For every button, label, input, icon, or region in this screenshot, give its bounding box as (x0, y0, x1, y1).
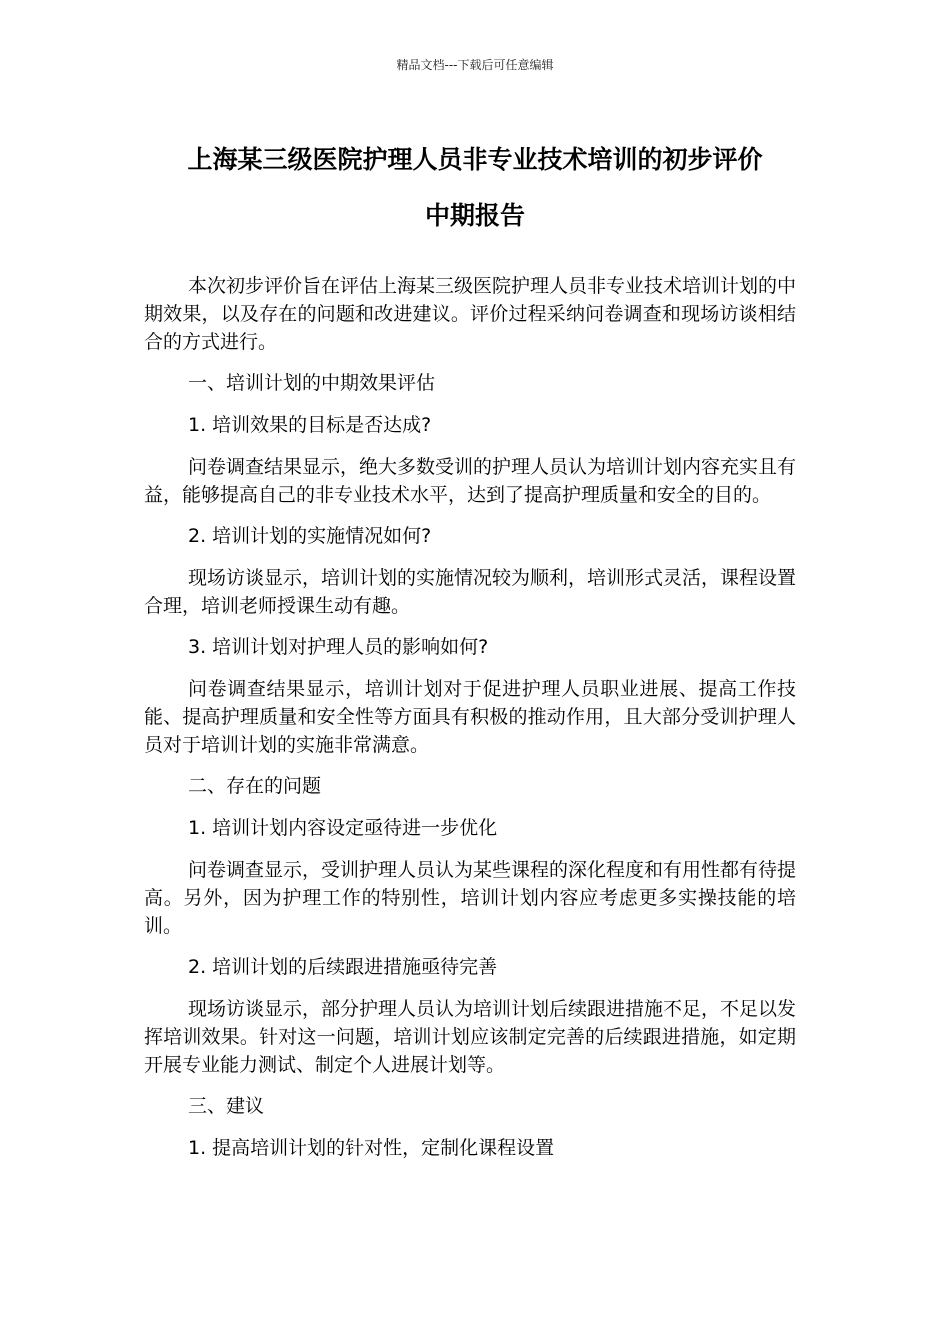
section-3-question-1: 1. 提高培训计划的针对性，定制化课程设置 (188, 1137, 555, 1159)
section-2-answer-2: 现场访谈显示，部分护理人员认为培训计划后续跟进措施不足，不足以发挥培训效果。针对这一问题，培训计划应该制定完善的后续跟进措施，如定期开展专业能力测试、制定个人进展计划等。 (144, 998, 797, 1076)
section-2-question-1: 1. 培训计划内容设定亟待进一步优化 (188, 817, 498, 839)
section-1-question-1: 1. 培训效果的目标是否达成? (188, 414, 432, 436)
intro-paragraph: 本次初步评价旨在评估上海某三级医院护理人员非专业技术培训计划的中期效果，以及存在的问题和改进建议。评价过程采纳问卷调查和现场访谈相结合的方式进行。 (144, 275, 797, 353)
section-2-question-2: 2. 培训计划的后续跟进措施亟待完善 (188, 956, 498, 978)
section-3-heading: 三、建议 (188, 1095, 265, 1117)
section-2-answer-1: 问卷调查显示，受训护理人员认为某些课程的深化程度和有用性都有待提高。另外，因为护理工作的特别性，培训计划内容应考虑更多实操技能的培训。 (144, 859, 797, 937)
section-1-answer-2: 现场访谈显示，培训计划的实施情况较为顺利，培训形式灵活，课程设置合理，培训老师授课生动有趣。 (144, 567, 797, 617)
document-title-line-2: 中期报告 (424, 201, 525, 230)
document-body (144, 272, 796, 1176)
page-header: 精品文档---下载后可任意编辑 (396, 58, 554, 72)
document-title-line-1: 上海某三级医院护理人员非专业技术培训的初步评价 (187, 145, 763, 174)
section-2-heading: 二、存在的问题 (188, 775, 322, 797)
section-1-answer-1: 问卷调查结果显示，绝大多数受训的护理人员认为培训计划内容充实且有益，能够提高自己的非专业技术水平，达到了提高护理质量和安全的目的。 (144, 456, 797, 506)
document-title (120, 132, 830, 244)
section-1-heading: 一、培训计划的中期效果评估 (188, 372, 436, 394)
section-1-question-3: 3. 培训计划对护理人员的影响如何? (188, 636, 489, 658)
section-1-answer-3: 问卷调查结果显示，培训计划对于促进护理人员职业进展、提高工作技能、提高护理质量和安全性等方面具有积极的推动作用，且大部分受训护理人员对于培训计划的实施非常满意。 (144, 678, 796, 756)
section-1-question-2: 2. 培训计划的实施情况如何? (188, 525, 432, 547)
